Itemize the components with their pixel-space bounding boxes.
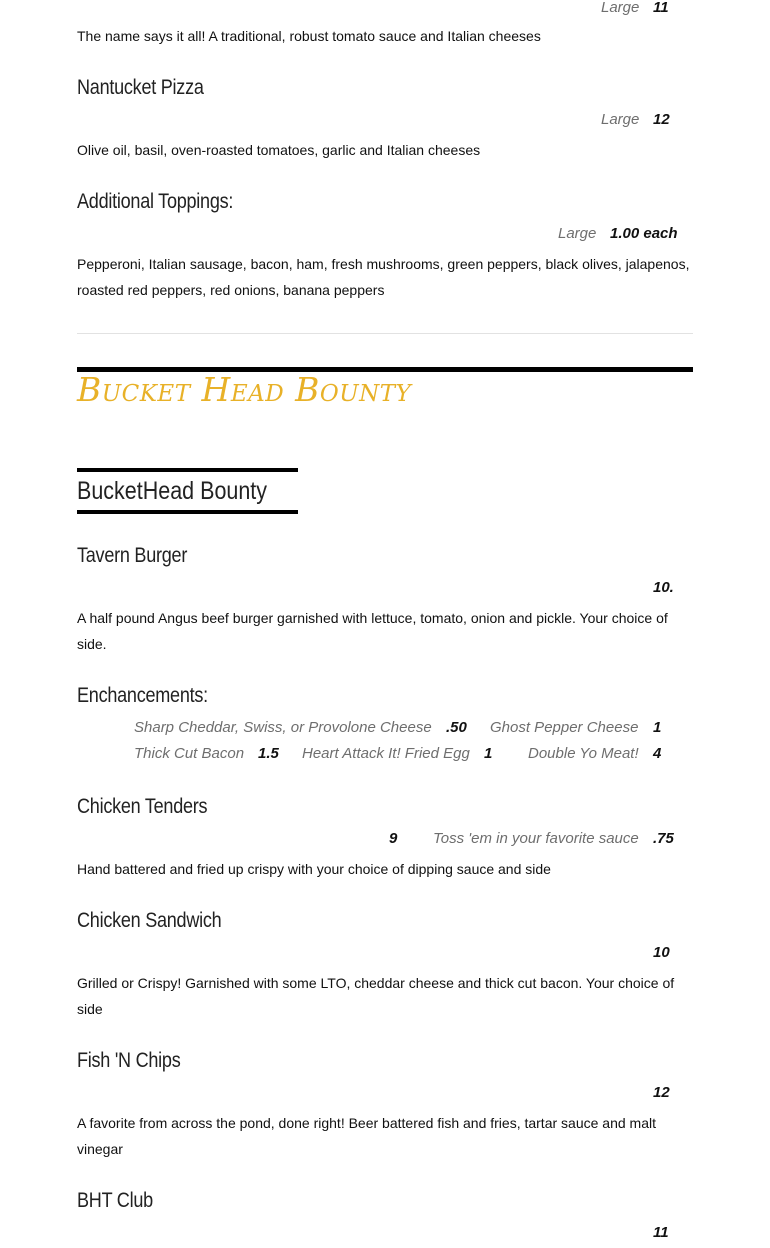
item-title: Tavern Burger	[77, 544, 188, 567]
option-price: .50	[446, 719, 467, 736]
item-description: Hand battered and fried up crispy with your choice of dipping sauce and side	[77, 861, 551, 877]
option-label: Thick Cut Bacon	[134, 745, 245, 762]
item-title: Chicken Sandwich	[77, 909, 222, 932]
item-title: Nantucket Pizza	[77, 76, 204, 99]
item-price: 12	[653, 1084, 670, 1101]
extra-price: .75	[653, 830, 674, 847]
item-title: BHT Club	[77, 1189, 153, 1212]
item-description: The name says it all! A traditional, robust tomato sauce and Italian cheeses	[77, 28, 541, 44]
item-price: 1.00 each	[610, 225, 678, 242]
extra-label: Toss 'em in your favorite sauce	[433, 830, 639, 847]
option-price: 1	[653, 719, 662, 736]
option-label: Double Yo Meat!	[528, 745, 639, 762]
item-title: Additional Toppings:	[77, 190, 234, 213]
size-label: Large	[601, 111, 640, 128]
option-price: 4	[653, 745, 662, 762]
item-price: 10.	[653, 579, 674, 596]
item-title: Chicken Tenders	[77, 795, 208, 818]
item-price: 9	[389, 830, 398, 847]
item-price: 11	[653, 1224, 669, 1241]
option-price: 1	[484, 745, 493, 762]
item-description: A favorite from across the pond, done right! Beer battered fish and fries, tartar sauce and malt vinegar	[77, 1115, 656, 1157]
size-label: Large	[558, 225, 597, 242]
option-price: 1.5	[258, 745, 279, 762]
item-description: A half pound Angus beef burger garnished with lettuce, tomato, onion and pickle. Your choice of side.	[77, 610, 668, 652]
size-label: Large	[601, 0, 640, 16]
item-price: 12	[653, 111, 670, 128]
option-label: Heart Attack It! Fried Egg	[302, 745, 470, 762]
item-description: Grilled or Crispy! Garnished with some LTO, cheddar cheese and thick cut bacon. Your choice of side	[77, 975, 675, 1017]
item-title: Enchancements:	[77, 684, 208, 707]
subsection-heading	[77, 468, 298, 514]
item-description: Olive oil, basil, oven-roasted tomatoes, garlic and Italian cheeses	[77, 142, 481, 158]
option-label: Ghost Pepper Cheese	[490, 719, 639, 736]
item-price: 10	[653, 944, 670, 961]
divider	[77, 333, 693, 334]
item-price: 11	[653, 0, 669, 16]
section-title: Bucket Head Bounty	[77, 370, 412, 409]
option-label: Sharp Cheddar, Swiss, or Provolone Cheese	[134, 719, 432, 736]
item-description: Pepperoni, Italian sausage, bacon, ham, fresh mushrooms, green peppers, black olives, jalapenos, roasted red peppers, red onions, banana peppers	[77, 256, 690, 298]
subsection-title: BucketHead Bounty	[77, 477, 268, 505]
item-title: Fish 'N Chips	[77, 1049, 181, 1072]
